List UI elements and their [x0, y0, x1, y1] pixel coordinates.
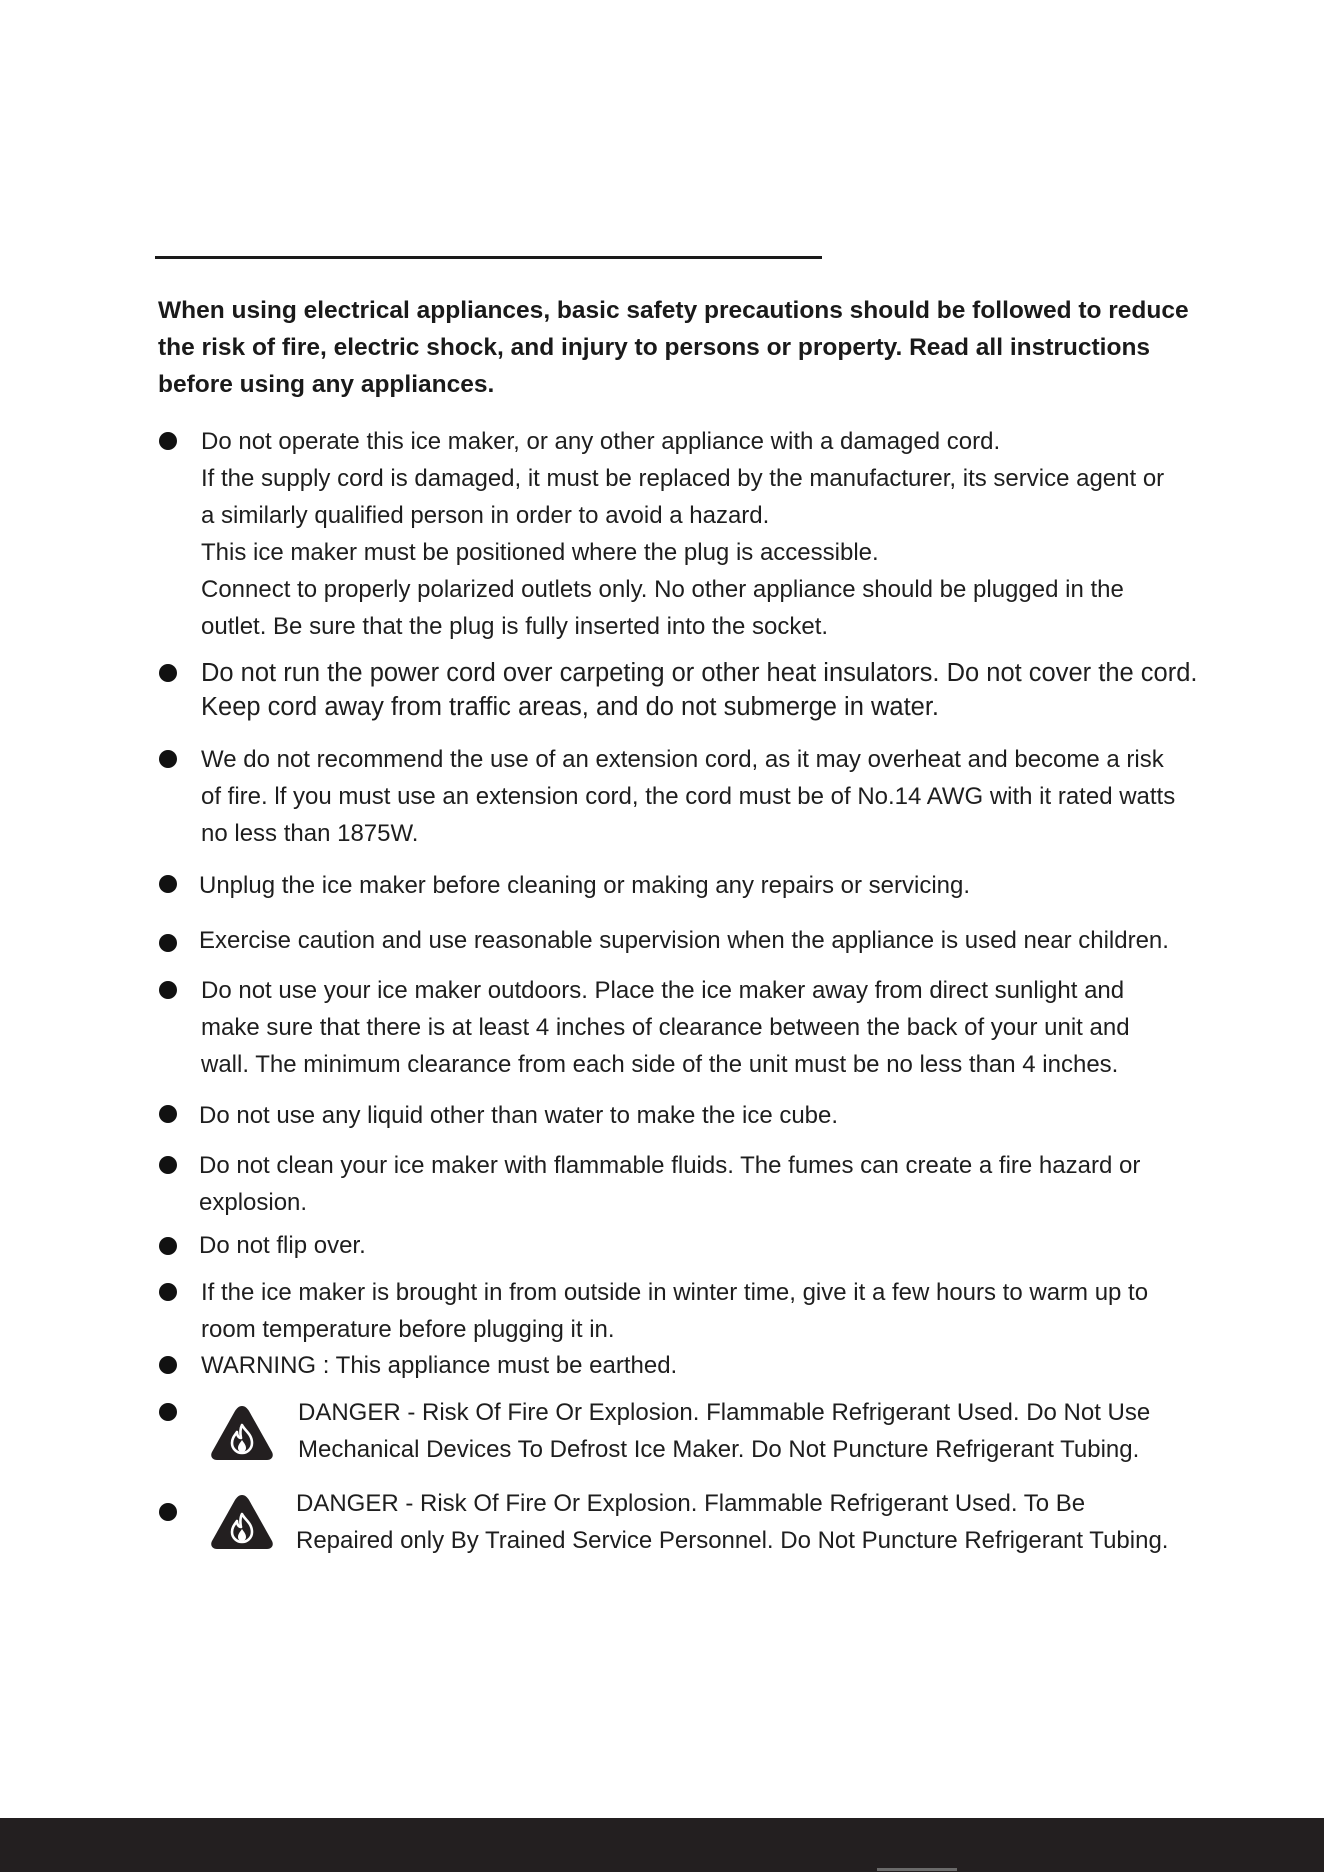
- list-item-text: [201, 656, 1201, 724]
- list-item-line: We do not recommend the use of an extension cord, as it may overheat and become a risk: [201, 746, 1164, 773]
- list-item-line: wall. The minimum clearance from each side of the unit must be no less than 4 inches.: [201, 1051, 1119, 1078]
- list-item-line: Keep cord away from traffic areas, and do not submerge in water.: [201, 693, 940, 721]
- bullet-icon: [159, 1237, 177, 1255]
- list-item-text: [201, 423, 1201, 645]
- list-item-line: DANGER - Risk Of Fire Or Explosion. Flammable Refrigerant Used. To Be: [296, 1490, 1086, 1517]
- list-item-line: DANGER - Risk Of Fire Or Explosion. Flammable Refrigerant Used. Do Not Use: [298, 1399, 1151, 1426]
- list-item-line: Do not use your ice maker outdoors. Place the ice maker away from direct sunlight and: [201, 977, 1125, 1004]
- list-item-line: outlet. Be sure that the plug is fully inserted into the socket.: [201, 613, 829, 640]
- list-item-text: [201, 1347, 1201, 1384]
- title-underline: [155, 256, 822, 259]
- list-item-line: Mechanical Devices To Defrost Ice Maker. Do Not Puncture Refrigerant Tubing.: [298, 1436, 1140, 1463]
- list-item-line: Do not clean your ice maker with flammable fluids. The fumes can create a fire hazard or: [199, 1152, 1141, 1179]
- list-item-line: If the ice maker is brought in from outside in winter time, give it a few hours to warm up to: [201, 1279, 1149, 1306]
- list-item-line: This ice maker must be positioned where the plug is accessible.: [201, 539, 879, 566]
- bullet-icon: [159, 1156, 177, 1174]
- list-item-line: Repaired only By Trained Service Personnel. Do Not Puncture Refrigerant Tubing.: [296, 1527, 1169, 1554]
- bullet-icon: [159, 664, 177, 682]
- flammable-warning-icon: [209, 1403, 275, 1463]
- list-item-line: Do not flip over.: [199, 1232, 366, 1259]
- list-item-text: [201, 1274, 1201, 1348]
- bullet-icon: [159, 1503, 177, 1521]
- list-item-text: [199, 1097, 1199, 1134]
- list-item-text: [201, 741, 1201, 852]
- list-item-text: [296, 1485, 1296, 1559]
- list-item-text: [199, 867, 1199, 904]
- list-item-text: [201, 972, 1201, 1083]
- list-item-line: Connect to properly polarized outlets only. No other appliance should be plugged in the: [201, 576, 1124, 603]
- bullet-icon: [159, 1283, 177, 1301]
- list-item-line: explosion.: [199, 1189, 308, 1216]
- bullet-icon: [159, 1403, 177, 1421]
- list-item-line: make sure that there is at least 4 inches of clearance between the back of your unit and: [201, 1014, 1130, 1041]
- bullet-icon: [159, 432, 177, 450]
- list-item-line: no less than 1875W.: [201, 820, 419, 847]
- list-item-line: Do not operate this ice maker, or any other appliance with a damaged cord.: [201, 428, 1001, 455]
- footer-bar: [0, 1818, 1324, 1872]
- list-item-text: [199, 1227, 1199, 1264]
- bullet-icon: [159, 1105, 177, 1123]
- list-item-line: Unplug the ice maker before cleaning or making any repairs or servicing.: [199, 872, 971, 899]
- bullet-icon: [159, 875, 177, 893]
- footer-mark: [877, 1868, 957, 1871]
- list-item-text: [199, 922, 1199, 959]
- list-item-line: WARNING : This appliance must be earthed.: [201, 1352, 678, 1379]
- list-item-line: Exercise caution and use reasonable supervision when the appliance is used near children.: [199, 927, 1169, 954]
- list-item-line: If the supply cord is damaged, it must be replaced by the manufacturer, its service agent or: [201, 465, 1165, 492]
- bullet-icon: [159, 1356, 177, 1374]
- bullet-icon: [159, 934, 177, 952]
- list-item-line: of fire. lf you must use an extension cord, the cord must be of No.14 AWG with it rated watts: [201, 783, 1176, 810]
- flammable-warning-icon: [209, 1492, 275, 1552]
- bullet-icon: [159, 981, 177, 999]
- bullet-icon: [159, 750, 177, 768]
- list-item-line: a similarly qualified person in order to avoid a hazard.: [201, 502, 770, 529]
- list-item-text: [298, 1394, 1298, 1468]
- list-item-line: Do not use any liquid other than water to make the ice cube.: [199, 1102, 839, 1129]
- intro-paragraph: When using electrical appliances, basic safety precautions should be followed to reduce the risk of fire, electric shock, and injury to persons or property. Read all instructions before using any appliances.: [158, 297, 1189, 398]
- list-item-text: [199, 1147, 1199, 1221]
- list-item-line: room temperature before plugging it in.: [201, 1316, 615, 1343]
- list-item-line: Do not run the power cord over carpeting or other heat insulators. Do not cover the cord.: [201, 659, 1198, 687]
